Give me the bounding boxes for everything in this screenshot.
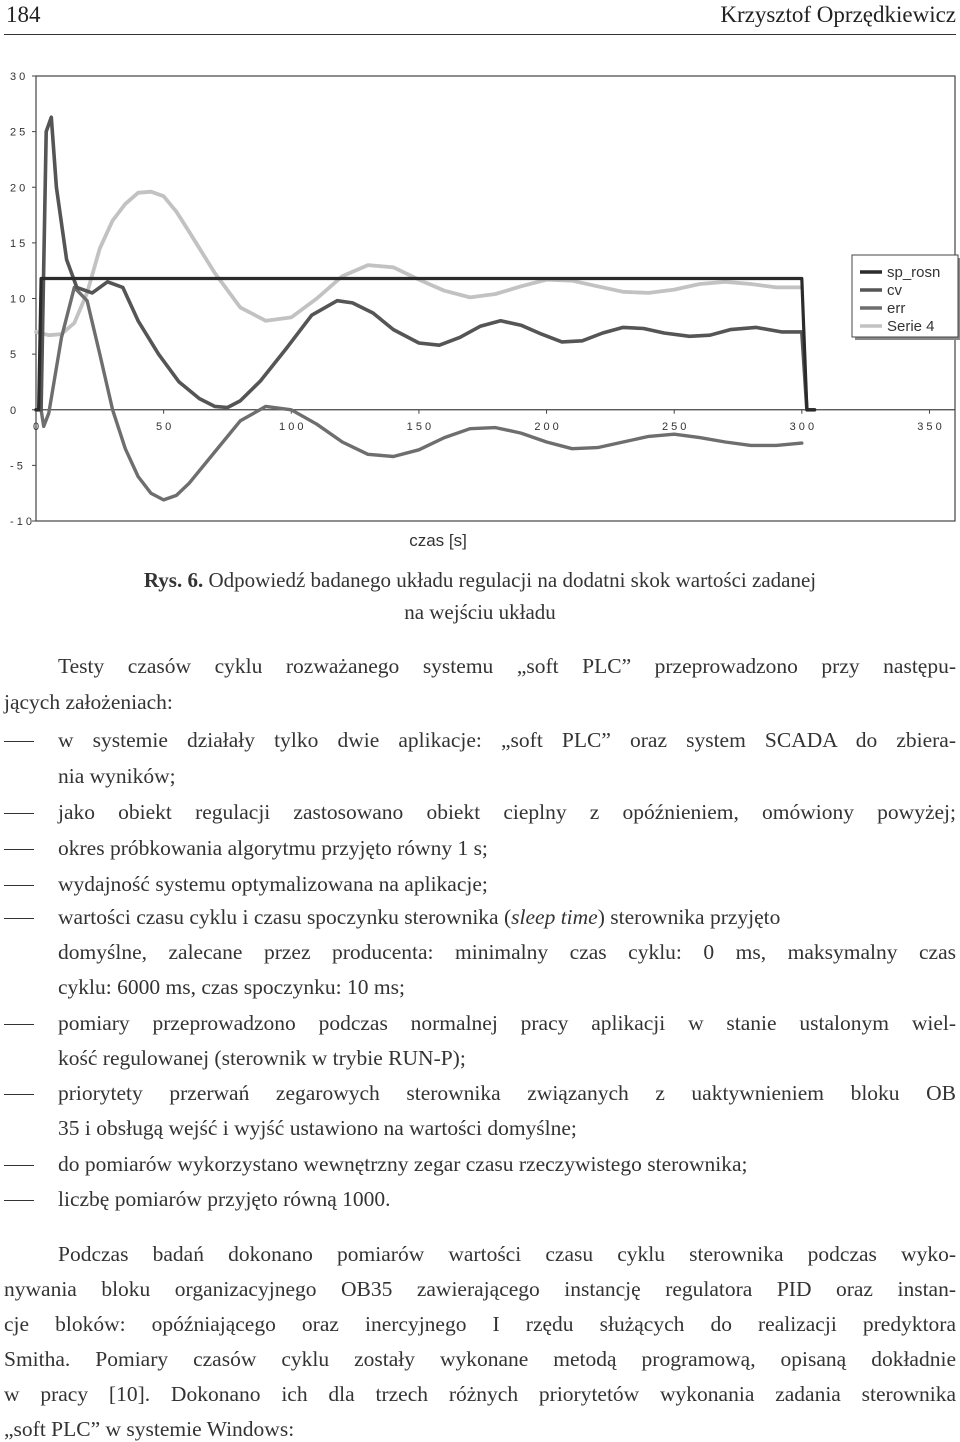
- bullet-5-pre: wartości czasu cyklu i czasu spoczynku sterownika (: [58, 905, 512, 929]
- bullet-4-line-1: wydajność systemu optymalizowana na aplikacje;: [58, 872, 488, 896]
- header-rule: [4, 34, 956, 35]
- series-line-serie-4: [36, 192, 802, 336]
- bullet-7-line-1: priorytety przerwań zegarowych sterownika związanych z uaktywnieniem bloku OB: [58, 1081, 956, 1105]
- figure-caption: [0, 568, 960, 593]
- x-tick-label: 1 0 0: [279, 420, 304, 433]
- y-tick-label: 3 0: [10, 71, 26, 83]
- x-tick-label: 3 0 0: [789, 420, 815, 433]
- bullet-9-line-1: liczbę pomiarów przyjęto równą 1000.: [58, 1187, 391, 1211]
- bullet-8-line-1: do pomiarów wykorzystano wewnętrzny zegar czasu rzeczywistego sterownika;: [58, 1152, 748, 1176]
- legend-label: cv: [887, 282, 902, 299]
- bullet-5-italic: sleep time: [511, 905, 598, 929]
- y-tick-label: 5: [10, 349, 17, 362]
- bullet-5-line-1: [4, 905, 956, 930]
- response-chart: [0, 56, 960, 556]
- plot-frame: [36, 76, 955, 521]
- x-tick-label: 2 0 0: [534, 420, 559, 433]
- x-axis-label: czas [s]: [409, 531, 467, 550]
- paragraph-line-1: Podczas badań dokonano pomiarów wartości czasu cyklu sterownika podczas wyko-: [58, 1242, 956, 1266]
- page-number: 184: [6, 2, 41, 27]
- x-tick-label: 3 5 0: [917, 420, 942, 433]
- x-tick-label: 1 5 0: [406, 420, 432, 433]
- paragraph-line-5: w pracy [10]. Dokonano ich dla trzech różnych priorytetów wykonania zadania sterownika: [4, 1382, 956, 1406]
- paragraph-line-3: cje bloków: opóźniającego oraz inercyjnego I rzędu służących do realizacji predyktora: [4, 1312, 956, 1336]
- series-line-err: [36, 287, 802, 500]
- intro-line-2: jących założeniach:: [4, 690, 173, 714]
- bullet-6-line-1: pomiary przeprowadzono podczas normalnej pracy aplikacji w stanie ustalonym wiel-: [58, 1011, 956, 1035]
- y-tick-label: 0: [10, 404, 17, 417]
- legend-label: Serie 4: [887, 318, 935, 335]
- paragraph-line-4: Smitha. Pomiary czasów cyklu zostały wykonane metodą programową, opisaną dokładnie: [4, 1347, 956, 1371]
- intro-line-1: Testy czasów cyklu rozważanego systemu „soft PLC” przeprowadzono przy następu-: [58, 654, 956, 678]
- bullet-5-post: ) sterownika przyjęto: [597, 905, 781, 929]
- bullet-1-line-1: w systemie działały tylko dwie aplikacje: „soft PLC” oraz system SCADA do zbiera-: [58, 728, 956, 752]
- x-tick-label: 2 5 0: [661, 420, 687, 433]
- bullet-7-line-2: 35 i obsługą wejść i wyjść ustawiono na wartości domyślne;: [58, 1116, 577, 1140]
- y-tick-label: 1 5: [10, 237, 26, 250]
- bullet-6-line-2: kość regulowanej (sterownik w trybie RUN-P);: [58, 1046, 466, 1070]
- x-tick-label: 0: [32, 420, 40, 433]
- paragraph-line-2: nywania bloku organizacyjnego OB35 zawierającego instancję regulatora PID oraz instan-: [4, 1277, 956, 1301]
- y-tick-label: 1 0: [10, 293, 26, 306]
- page-header: [0, 0, 960, 36]
- caption-label: Rys. 6.: [143, 568, 204, 592]
- y-tick-label: - 1 0: [10, 516, 33, 528]
- bullet-2-line-1: jako obiekt regulacji zastosowano obiekt cieplny z opóźnieniem, omówiony powyżej;: [58, 800, 956, 824]
- legend-label: sp_rosn: [887, 264, 941, 281]
- y-tick-label: - 5: [10, 460, 23, 473]
- bullet-5-line-2: domyślne, zalecane przez producenta: minimalny czas cyklu: 0 ms, maksymalny czas: [58, 940, 956, 964]
- y-tick-label: 2 0: [10, 182, 26, 195]
- bullet-3-line-1: okres próbkowania algorytmu przyjęto równy 1 s;: [58, 836, 488, 860]
- paragraph-line-6: „soft PLC” w systemie Windows:: [4, 1417, 295, 1441]
- caption-text-line2: na wejściu układu: [404, 600, 556, 624]
- running-head-author: Krzysztof Oprzędkiewicz: [720, 2, 956, 27]
- caption-text-line1: Odpowiedź badanego układu regulacji na dodatni skok wartości zadanej: [208, 568, 817, 592]
- bullet-5-line-3: cyklu: 6000 ms, czas spoczynku: 10 ms;: [58, 975, 405, 999]
- x-tick-label: 5 0: [155, 420, 172, 433]
- bullet-1-line-2: nia wyników;: [58, 764, 176, 788]
- y-tick-label: 2 5: [10, 126, 26, 139]
- series-line-cv: [36, 117, 815, 410]
- legend-label: err: [887, 300, 906, 317]
